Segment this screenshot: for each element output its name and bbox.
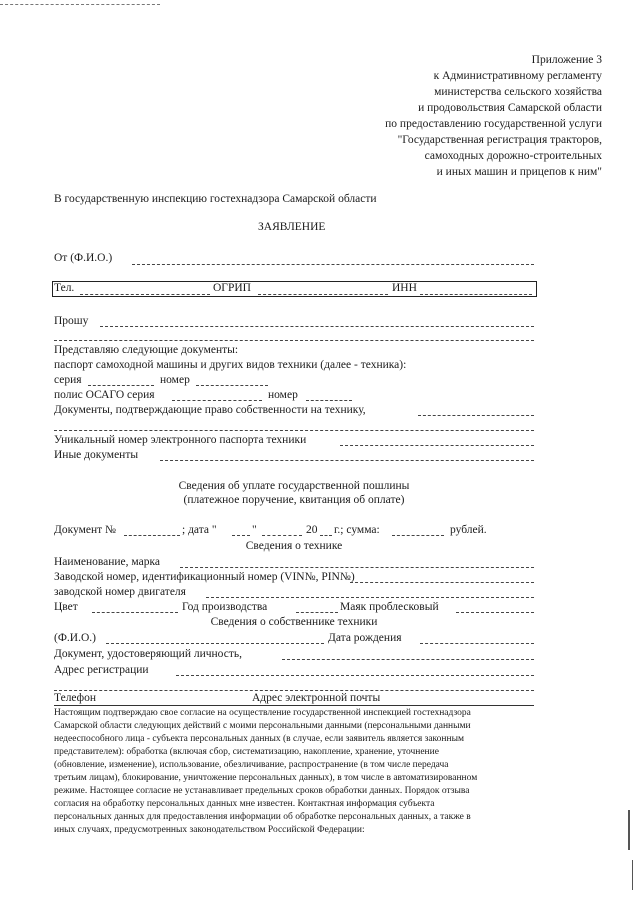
ogrip-field[interactable] xyxy=(258,294,388,295)
fee-doc-label: Документ № xyxy=(54,524,117,536)
scan-edge-mark xyxy=(628,810,630,850)
tel-field[interactable] xyxy=(80,294,210,295)
tech-color-field[interactable] xyxy=(92,612,178,613)
request-field-2[interactable] xyxy=(54,340,534,341)
tech-beacon-label: Маяк проблесковый xyxy=(340,601,439,613)
header-line-1: к Административному регламенту xyxy=(433,70,602,82)
owner-fio-label: (Ф.И.О.) xyxy=(54,632,96,644)
number-field[interactable] xyxy=(196,385,268,386)
tech-beacon-field[interactable] xyxy=(456,612,534,613)
tech-color-label: Цвет xyxy=(54,601,78,613)
fee-date-label: ; дата " xyxy=(182,524,217,536)
fee-day-field[interactable] xyxy=(232,535,250,536)
fee-sum-field[interactable] xyxy=(392,535,444,536)
tech-name-label: Наименование, марка xyxy=(54,556,160,568)
other-docs-field[interactable] xyxy=(160,460,534,461)
ownership-field-2[interactable] xyxy=(54,430,534,431)
owner-phone-underline[interactable] xyxy=(54,705,534,706)
from-field[interactable] xyxy=(132,264,534,265)
number-label: номер xyxy=(160,374,190,386)
tech-factory-label: Заводской номер, идентификационный номер (VIN№, PIN№) xyxy=(54,571,355,583)
osago-label: полис ОСАГО серия xyxy=(54,389,155,401)
owner-birth-field[interactable] xyxy=(420,643,534,644)
consent-line-8: согласия на обработку персональных данных мне известен. Контактная информация субъекта xyxy=(54,799,435,809)
osago-series-field[interactable] xyxy=(172,400,262,401)
ownership-field-1[interactable] xyxy=(418,415,534,416)
request-field-1[interactable] xyxy=(100,326,534,327)
owner-email-label: Адрес электронной почты xyxy=(252,692,381,704)
header-line-3: и продовольствия Самарской области xyxy=(418,102,602,114)
tech-name-field[interactable] xyxy=(180,567,534,568)
osago-number-field[interactable] xyxy=(306,400,352,401)
ownership-label: Документы, подтверждающие право собственности на технику, xyxy=(54,404,366,416)
tel-label: Тел. xyxy=(54,282,75,294)
consent-line-10: иных случаях, предусмотренных законодательством Российской Федерации: xyxy=(54,825,365,835)
owner-address-field-2[interactable] xyxy=(54,690,534,691)
fee-rub-label: рублей. xyxy=(450,524,487,536)
owner-address-label: Адрес регистрации xyxy=(54,664,149,676)
header-line-2: министерства сельского хозяйства xyxy=(434,86,602,98)
documents-intro: Представляю следующие документы: xyxy=(54,344,239,356)
owner-birth-label: Дата рождения xyxy=(328,632,402,644)
epassport-label: Уникальный номер электронного паспорта техники xyxy=(54,434,307,446)
addressee: В государственную инспекцию гостехнадзора Самарской области xyxy=(54,193,377,205)
consent-line-4: представителем): обработка (включая сбор, систематизацию, накопление, хранение, уточнение xyxy=(54,747,439,757)
series-label: серия xyxy=(54,374,82,386)
owner-id-field[interactable] xyxy=(282,659,534,660)
osago-number-label: номер xyxy=(268,389,298,401)
passport-label: паспорт самоходной машины и других видов техники (далее - техника): xyxy=(54,359,407,371)
header-line-5: "Государственная регистрация тракторов, xyxy=(397,134,602,146)
consent-line-3: недееспособного лица - субъекта персональных данных (в случае, если заявитель является законным xyxy=(54,734,464,744)
owner-heading: Сведения о собственнике техники xyxy=(210,616,378,628)
fee-year-label: 20 xyxy=(306,524,318,536)
header-line-7: и иных машин и прицепов к ним" xyxy=(436,166,602,178)
inn-field[interactable] xyxy=(420,294,532,295)
scan-top-dash xyxy=(0,4,160,5)
consent-line-6: третьим лицам), блокирование, уничтожение персональных данных), в том числе в автоматизированном xyxy=(54,773,478,783)
fee-heading: Сведения об уплате государственной пошлины xyxy=(178,480,410,492)
header-line-6: самоходных дорожно-строительных xyxy=(424,150,602,162)
consent-line-9: персональных данных для предоставления информации об обработке персональных данных, а также в xyxy=(54,812,471,822)
owner-id-label: Документ, удостоверяющий личность, xyxy=(54,648,242,660)
from-label: От (Ф.И.О.) xyxy=(54,252,113,264)
inn-label: ИНН xyxy=(392,282,417,294)
header-line-4: по предоставлению государственной услуги xyxy=(385,118,602,130)
consent-line-7: режиме. Настоящее согласие не устанавливает предельных сроков обработки данных. Порядок отзыва xyxy=(54,786,470,796)
fee-sum-label: г.; сумма: xyxy=(334,524,380,536)
owner-phone-label: Телефон xyxy=(54,692,97,704)
request-label: Прошу xyxy=(54,315,89,327)
tech-engine-label: заводской номер двигателя xyxy=(54,586,186,598)
consent-line-1: Настоящим подтверждаю свое согласие на осуществление государственной инспекцией гостехнадзора xyxy=(54,708,471,718)
owner-address-field-1[interactable] xyxy=(176,675,534,676)
consent-line-5: (обновление, изменение), использование, обезличивание, распространение (в том числе передача xyxy=(54,760,449,770)
annex-number: Приложение 3 xyxy=(531,54,602,66)
fee-doc-field[interactable] xyxy=(124,535,180,536)
tech-factory-field[interactable] xyxy=(350,582,534,583)
fee-month-field[interactable] xyxy=(262,535,302,536)
scan-edge-mark-2 xyxy=(632,860,633,890)
ogrip-label: ОГРИП xyxy=(213,282,251,294)
tech-year-label: Год производства xyxy=(182,601,268,613)
fee-subheading: (платежное поручение, квитанция об оплате) xyxy=(183,494,405,506)
fee-year-field[interactable] xyxy=(320,535,332,536)
tech-engine-field[interactable] xyxy=(206,597,534,598)
owner-fio-field[interactable] xyxy=(106,643,324,644)
epassport-field[interactable] xyxy=(340,445,534,446)
tech-heading: Сведения о технике xyxy=(245,540,343,552)
series-field[interactable] xyxy=(88,385,154,386)
tech-year-field[interactable] xyxy=(296,612,338,613)
other-docs-label: Иные документы xyxy=(54,449,139,461)
page-title: ЗАЯВЛЕНИЕ xyxy=(258,221,326,233)
fee-date-quote: " xyxy=(252,524,257,536)
consent-line-2: Самарской области следующих действий с моими персональными данными (персональными данными xyxy=(54,721,471,731)
